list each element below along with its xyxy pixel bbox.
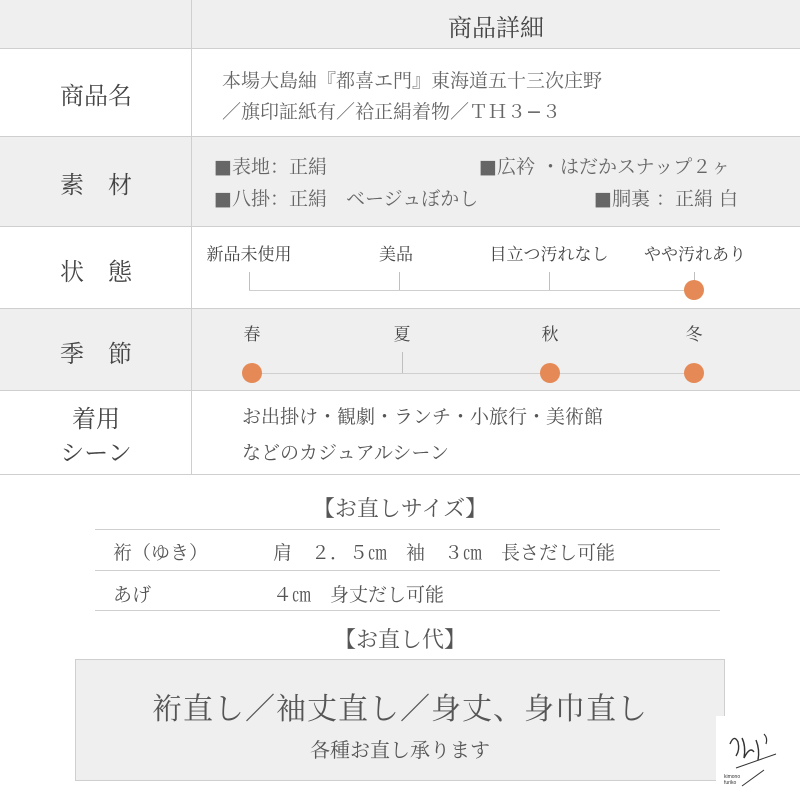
material-outer: ■表地：正絹 [214,156,327,178]
scene-label [0,402,192,470]
season-autumn-dot [540,363,560,383]
condition-slight-stain-label: やや汚れあり [644,245,746,265]
condition-scale-line [249,290,695,291]
size-row-yuki-value: 肩 ２．５㎝ 袖 ３㎝ 長さだし可能 [273,542,616,564]
page-title: 商品詳細 [448,14,544,42]
alteration-size-heading: 【お直しサイズ】 [312,497,488,522]
season-winter-label: 冬 [685,325,703,345]
season-spring-label: 春 [243,325,261,345]
condition-label: 状 態 [60,258,132,286]
svg-text:furiko: furiko [724,780,737,786]
material-collar: ■広衿 ・はだかスナップ２ヶ [479,156,731,178]
alteration-fee-main: 裄直し／袖丈直し／身丈、身巾直し [152,692,648,727]
size-table-bottom-line [95,610,720,611]
divider [0,390,800,391]
divider [0,474,800,475]
scene-line2: などのカジュアルシーン [242,442,450,464]
season-spring-dot [242,363,262,383]
name-line1: 本場大島紬『都喜エ門』東海道五十三次庄野 [222,70,603,92]
material-label: 素 材 [60,171,132,199]
divider [0,308,800,309]
alteration-fee-heading: 【お直し代】 [333,628,466,653]
season-summer-label: 夏 [393,325,411,345]
brand-logo [716,716,786,790]
season-winter-dot [684,363,704,383]
scene-label-line1: 着用 [72,405,120,433]
size-row-age-label: あげ [113,584,152,606]
season-label: 季 節 [60,340,132,368]
alteration-fee-sub: 各種お直し承ります [310,738,490,762]
condition-tick [549,272,550,290]
material-lining-body: ■胴裏 ：正絹 白 [594,188,739,210]
season-tick [402,352,403,373]
name-line2: ／旗印証紙有／袷正絹着物／ＴＨ３−３ [222,101,561,123]
size-table-top-line [95,529,720,530]
condition-new-label: 新品未使用 [206,245,292,265]
alteration-fee-box [75,659,725,781]
scene-line1: お出掛け・観劇・ランチ・小旅行・美術館 [242,406,604,428]
divider [0,136,800,137]
brand-logo-mark [716,716,786,790]
season-autumn-label: 秋 [541,325,559,345]
material-lining-hem: ■八掛：正絹 ベージュぼかし [214,188,479,210]
condition-selected-dot [684,280,704,300]
divider [0,226,800,227]
condition-tick [249,272,250,290]
svg-text:kimono: kimono [724,774,741,780]
condition-no-stain-label: 目立つ汚れなし [489,245,609,265]
scene-label-line2: シーン [60,439,132,467]
name-label: 商品名 [60,82,132,110]
condition-good-label: 美品 [379,245,413,265]
condition-tick [399,272,400,290]
size-row-age-value: ４㎝ 身丈だし可能 [273,584,445,606]
season-scale-line [252,373,694,374]
size-row-yuki-label: 裄（ゆき） [113,542,209,564]
size-table-mid-line [95,570,720,571]
divider [0,48,800,49]
